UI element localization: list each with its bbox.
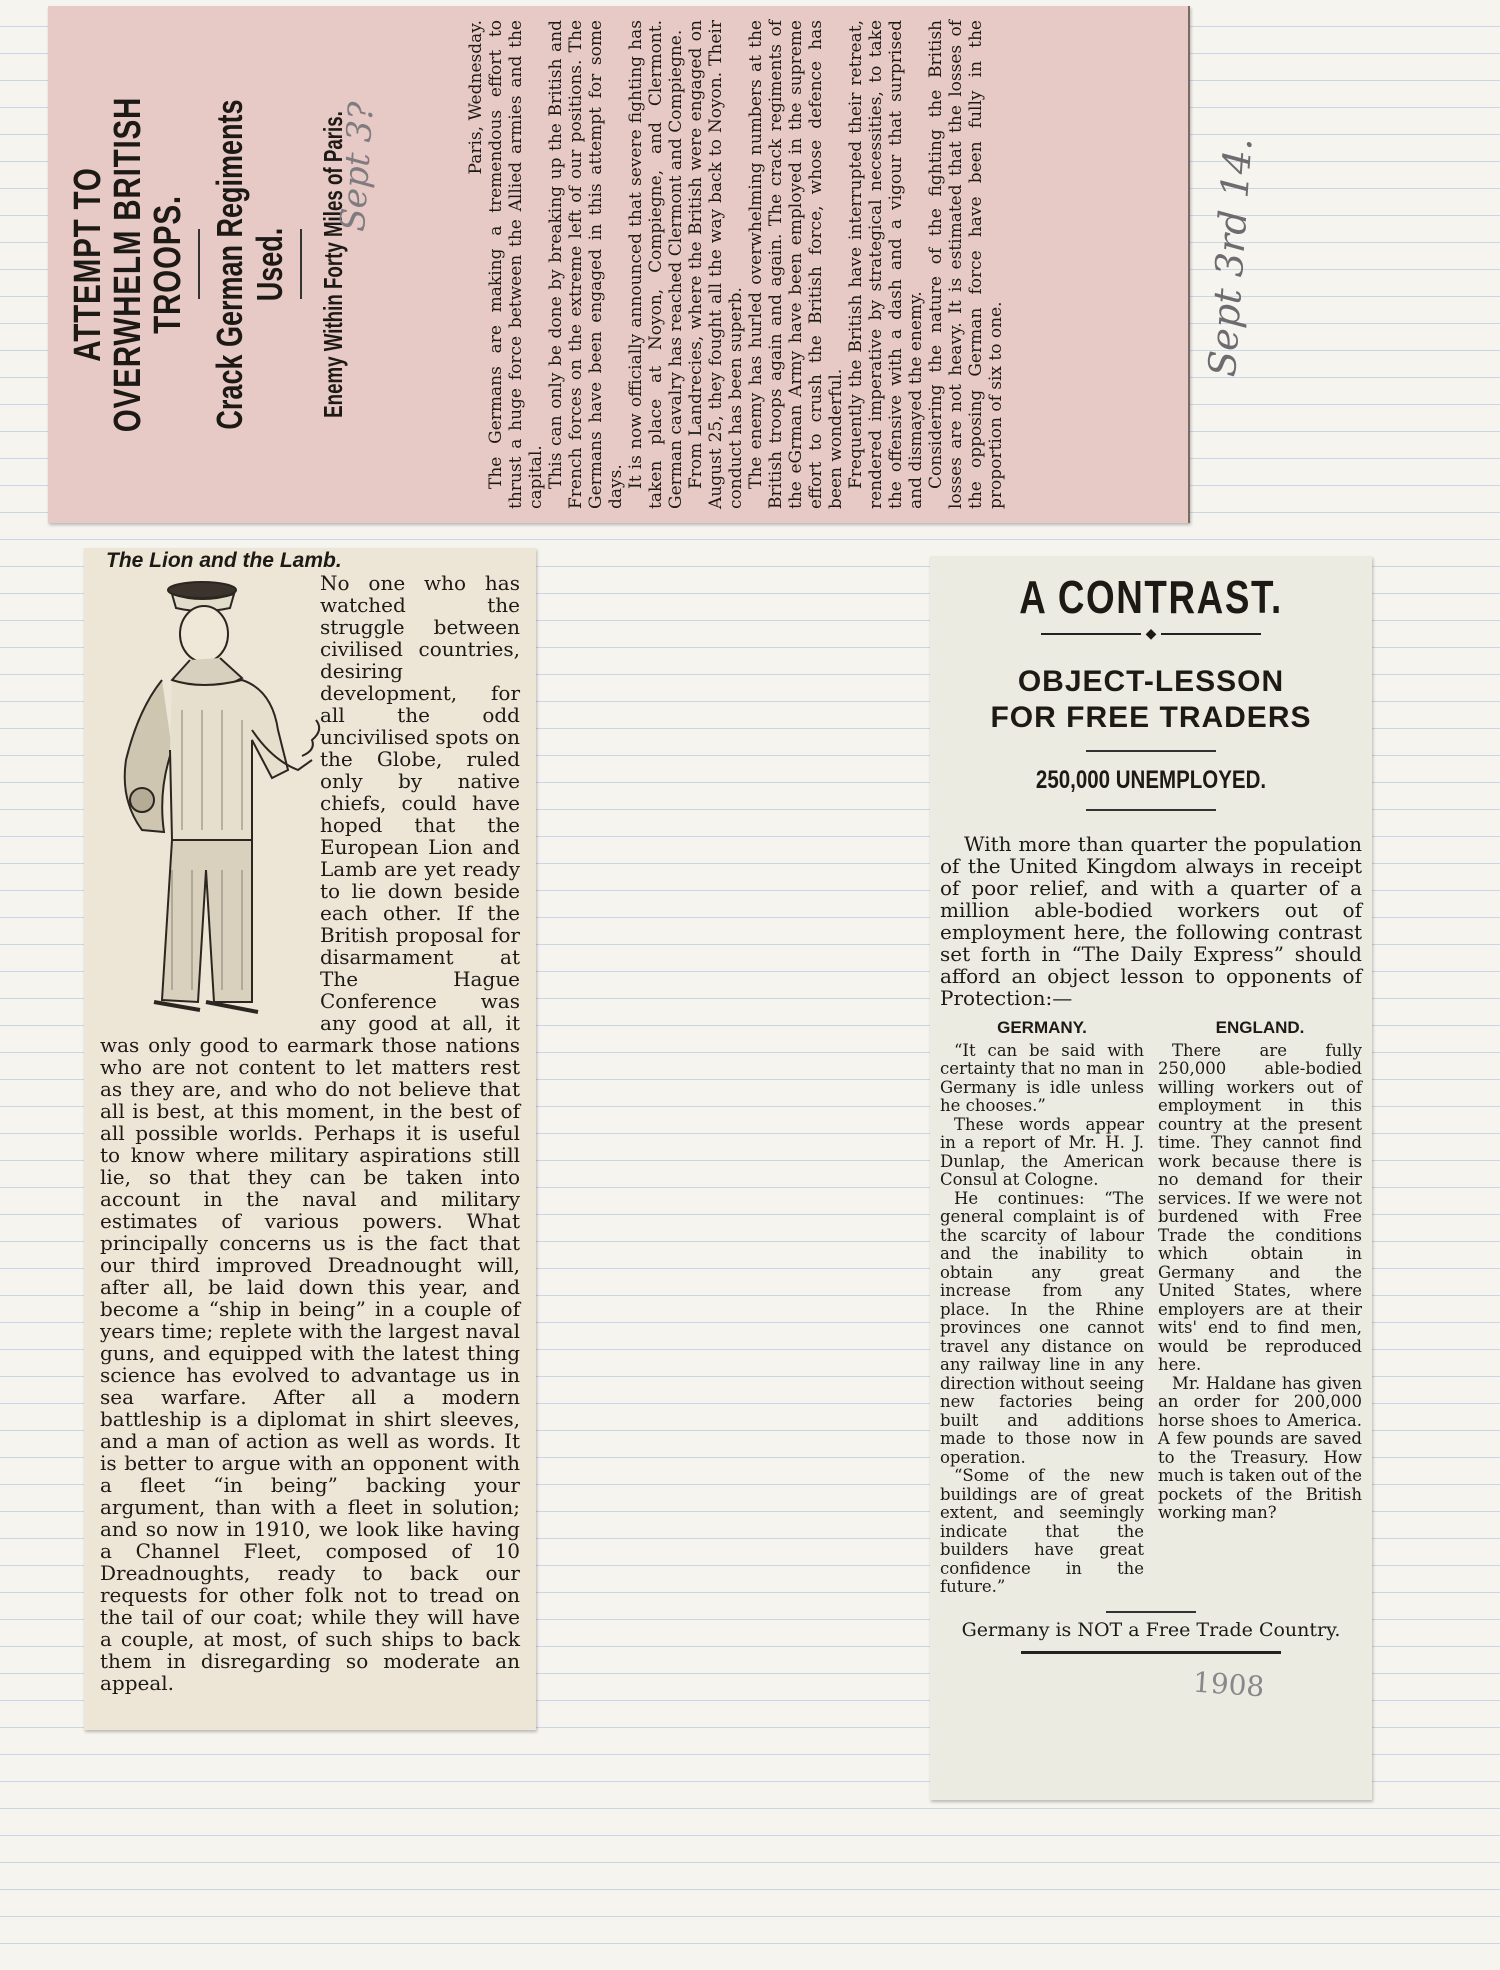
- paragraph: This can only be done by breaking up the British and French forces on the extreme left of our positions. The Germans have been engaged in this attempt for some days.: [546, 20, 626, 509]
- paragraph: “It can be said with certainty that no man in Germany is idle unless he chooses.”: [940, 1040, 1144, 1115]
- paragraph: There are fully 250,000 able-bodied willing workers out of employment in this country at the present time. They cannot find work because there is no demand for their services. If we were not burdened with Free Trade the conditions which obtain in Germany and the United States, where employers are at their wits' end to find men, would be reproduced here.: [1158, 1040, 1362, 1374]
- article-text: No one who has watched the struggle between civilised countries, desiring development, for all the odd uncivilised spots on the Globe, ruled only by native chiefs, could have hoped that the European Lion and Lamb are yet ready to lie down beside each other. If the British proposal for disarmament at The Hague Conference was any good at all, it was only good to earmark those nations who are not content to let matters rest as they are, and who do not believe that all is best, at this moment, in the best of all possible worlds. Perhaps it is useful to know where military aspirations still lie, so that they can be taken into account in the naval and military estimates of various powers. What principally concerns us is the fact that our third improved Dreadnought will, after all, be laid down this year, and become a “ship in being” in a couple of years time; replete with the largest naval guns, and equipped with the latest thing science has evolved to advantage us in sea warfare. After all a modern battleship is a diplomat in shirt sleeves, and a man of action as well as words. It is better to argue with an opponent with a fleet “in being” backing your argument, than with a fleet in solution; and so now in 1910, we look like having a Channel Fleet, composed of 10 Dreadnoughts, ready to back our requests for other folk not to tread on the tail of our coat; while they will have a couple, at most, of such ships to back them in disregarding so moderate an appeal.: [100, 571, 520, 1695]
- dateline: Paris, Wednesday.: [466, 20, 486, 175]
- divider: [1086, 809, 1216, 811]
- paragraph: These words appear in a report of Mr. H. J. Dunlap, the American Consul at Cologne.: [940, 1114, 1144, 1189]
- clipping-british-troops: [48, 6, 1190, 523]
- divider: [198, 230, 200, 300]
- headline: 250,000 UNEMPLOYED.: [1035, 766, 1267, 794]
- subheadline: Crack German Regiments Used.: [209, 99, 290, 430]
- subtitle-line-1: OBJECT-LESSON: [1017, 665, 1285, 698]
- paragraph: It is now officially announced that severe fighting has taken place at Noyon, Compiegne, and Clermont. German cavalry has reached Clermont and Compiegne.: [626, 20, 686, 509]
- paragraph: He continues: “The general complaint is of the scarcity of labour and the inability to obtain any great increase from any place. In the Rhine provinces one cannot travel any distance on any railway line in any direction without seeing new factories being built and additions made to those now in operation.: [940, 1188, 1145, 1467]
- article-body: [466, 20, 1006, 509]
- bottom-rule: [1021, 1651, 1281, 1654]
- headline: ATTEMPT TO OVERWHELM BRITISH TROOPS.: [67, 96, 189, 433]
- column-heading: ENGLAND.: [1215, 1018, 1305, 1037]
- handwritten-date-margin: Sept 3rd 14.: [1200, 136, 1261, 379]
- clipping-rotated-content: [48, 6, 1188, 523]
- paragraph: Considering the nature of the fighting the British losses are not heavy. It is estimated that the losses of the opposing German force have been fully in the proportion of six to one.: [926, 20, 1006, 509]
- divider: [300, 230, 302, 300]
- paragraph: The Germans are making a tremendous effort to thrust a huge force between the Allied armies and the capital.: [486, 20, 546, 509]
- article-title: The Lion and the Lamb.: [106, 549, 342, 572]
- paragraph: Mr. Haldane has given an order for 200,000 horse shoes to America. A few pounds are saved to the Treasury. How much is taken out of the pockets of the British working man?: [1158, 1373, 1362, 1522]
- clipping-a-contrast: [930, 556, 1372, 1800]
- comparison-columns: [930, 1019, 1372, 1597]
- paragraph: Frequently the British have interrupted their retreat, rendered imperative by strategical necessities, to take the offensive with a dash and a vigour that surprised and dismayed the enemy.: [846, 20, 926, 509]
- article-title: A CONTRAST.: [1019, 571, 1283, 623]
- handwritten-year: 1908: [1191, 1665, 1266, 1704]
- subheadline-2: Enemy Within Forty Miles of Paris.: [318, 111, 348, 418]
- column-england: [1158, 1019, 1362, 1597]
- paragraph: From Landrecies, where the British were engaged on August 25, they fought all the way back to Noyon. Their conduct has been superb.: [686, 20, 746, 509]
- sailor-illustration: [102, 570, 392, 1020]
- divider: [1106, 1611, 1196, 1613]
- ornament-divider: ◆: [930, 626, 1372, 642]
- conclusion: Germany is NOT a Free Trade Country.: [961, 1618, 1341, 1641]
- divider: [1086, 750, 1216, 752]
- subtitle: [930, 664, 1372, 736]
- column-germany: [940, 1019, 1144, 1597]
- clipping-lion-and-lamb: [84, 548, 536, 1730]
- handwritten-date-on-clipping: Sept 3?: [333, 100, 382, 233]
- paragraph: “Some of the new buildings are of great extent, and seemingly indicate that the builders have great confidence in the future.”: [940, 1466, 1144, 1596]
- intro-paragraph: With more than quarter the population of the United Kingdom always in receipt of poor relief, and with a quarter of a million able-bodied workers out of employment here, the following contrast set forth in “The Daily Express” should afford an object lesson to opponents of Protection:—: [940, 832, 1362, 1010]
- paragraph: The enemy has hurled overwhelming numbers at the British troops again and again. The crack regiments of the eGrman Army have been employed in the supreme effort to crush the British force, whose defence has been wonderful.: [746, 20, 846, 509]
- clipping-headline-block: [56, 20, 456, 509]
- subtitle-line-2: FOR FREE TRADERS: [990, 701, 1312, 734]
- column-heading: GERMANY.: [997, 1018, 1087, 1037]
